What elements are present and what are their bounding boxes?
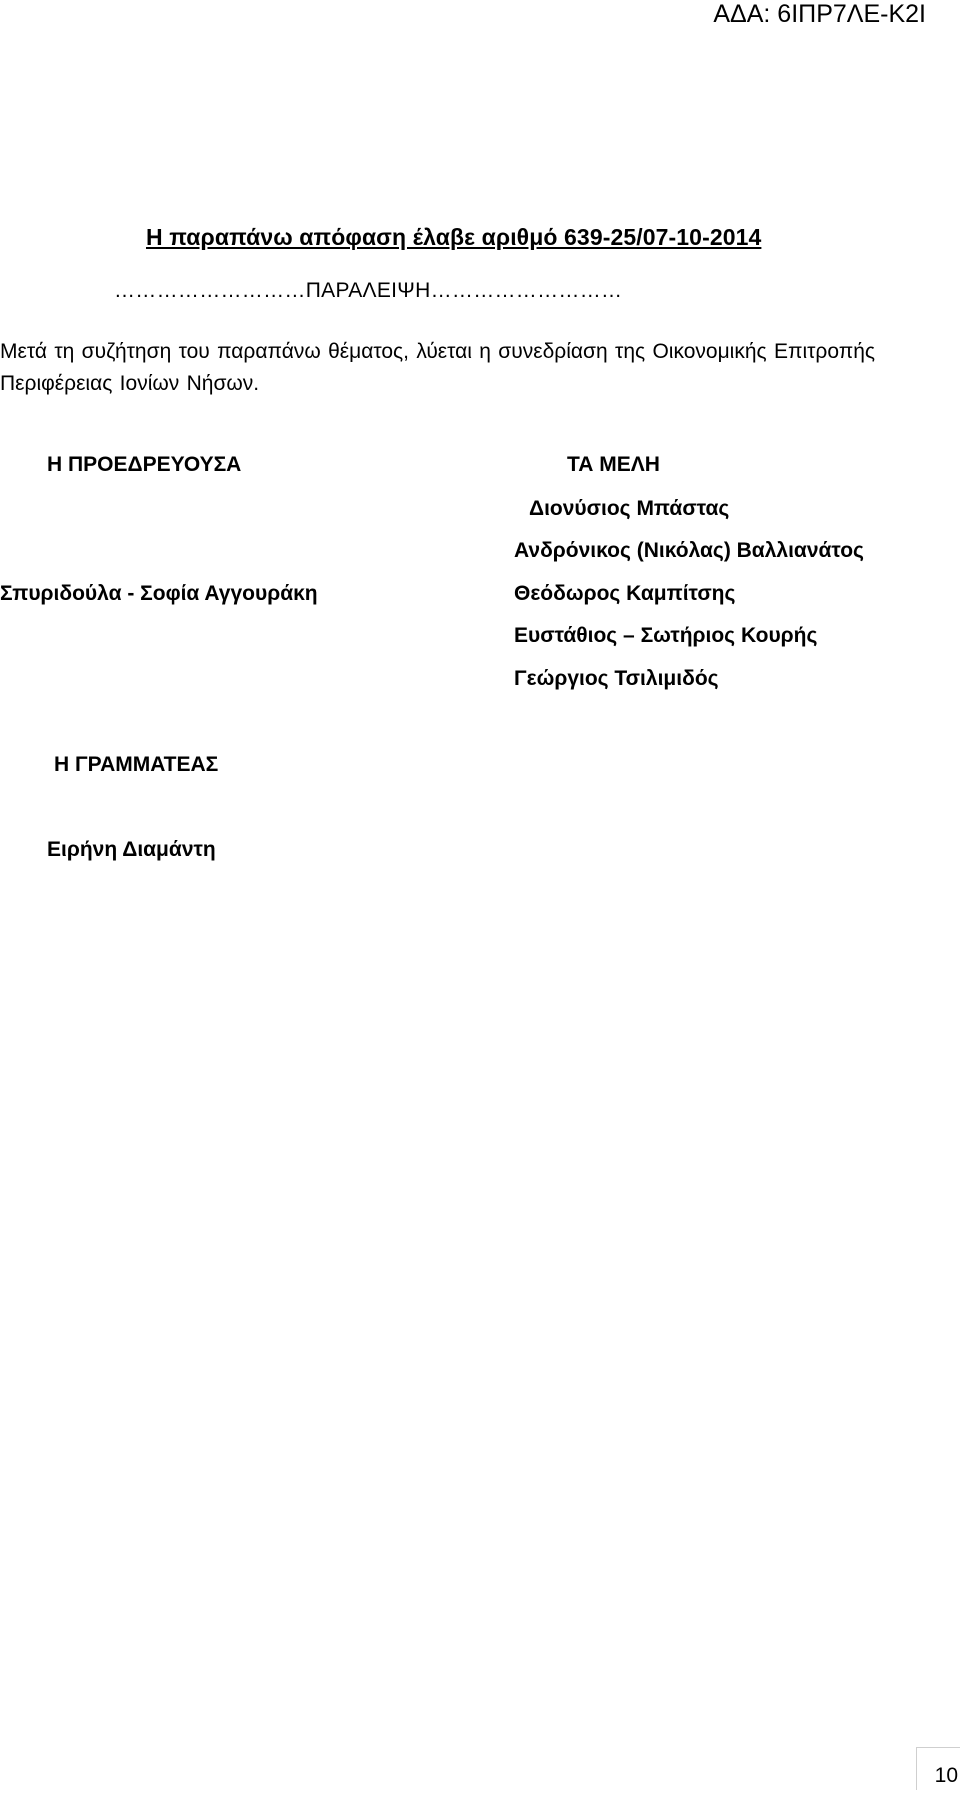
ada-code: ΑΔΑ: 6ΙΠΡ7ΛΕ-Κ2Ι bbox=[713, 0, 926, 28]
member-name: Θεόδωρος Καμπίτσης bbox=[514, 582, 736, 605]
member-name: Ευστάθιος – Σωτήριος Κουρής bbox=[514, 624, 818, 647]
chair-heading: Η ΠΡΟΕΔΡΕΥΟΥΣΑ bbox=[47, 453, 242, 476]
chair-name: Σπυριδούλα - Σοφία Αγγουράκη bbox=[0, 582, 318, 605]
decision-number-heading: Η παραπάνω απόφαση έλαβε αριθμό 639-25/07-10-2014 bbox=[146, 224, 762, 250]
closing-paragraph: Μετά τη συζήτηση του παραπάνω θέματος, λύεται η συνεδρίαση της Οικονομικής Επιτροπής Περιφέρειας Ιονίων Νήσων. bbox=[0, 340, 876, 395]
member-name: Γεώργιος Τσιλιμιδός bbox=[514, 667, 719, 690]
omission-line: ………………………ΠΑΡΑΛΕΙΨΗ……………………… bbox=[114, 279, 623, 302]
secretary-name: Ειρήνη Διαμάντη bbox=[47, 838, 216, 861]
member-name: Διονύσιος Μπάστας bbox=[529, 497, 730, 520]
page-number: 10 bbox=[916, 1747, 960, 1790]
secretary-heading: Η ΓΡΑΜΜΑΤΕΑΣ bbox=[54, 753, 219, 776]
members-heading: ΤΑ ΜΕΛΗ bbox=[567, 453, 660, 476]
member-name: Ανδρόνικος (Νικόλας) Βαλλιανάτος bbox=[514, 539, 864, 562]
